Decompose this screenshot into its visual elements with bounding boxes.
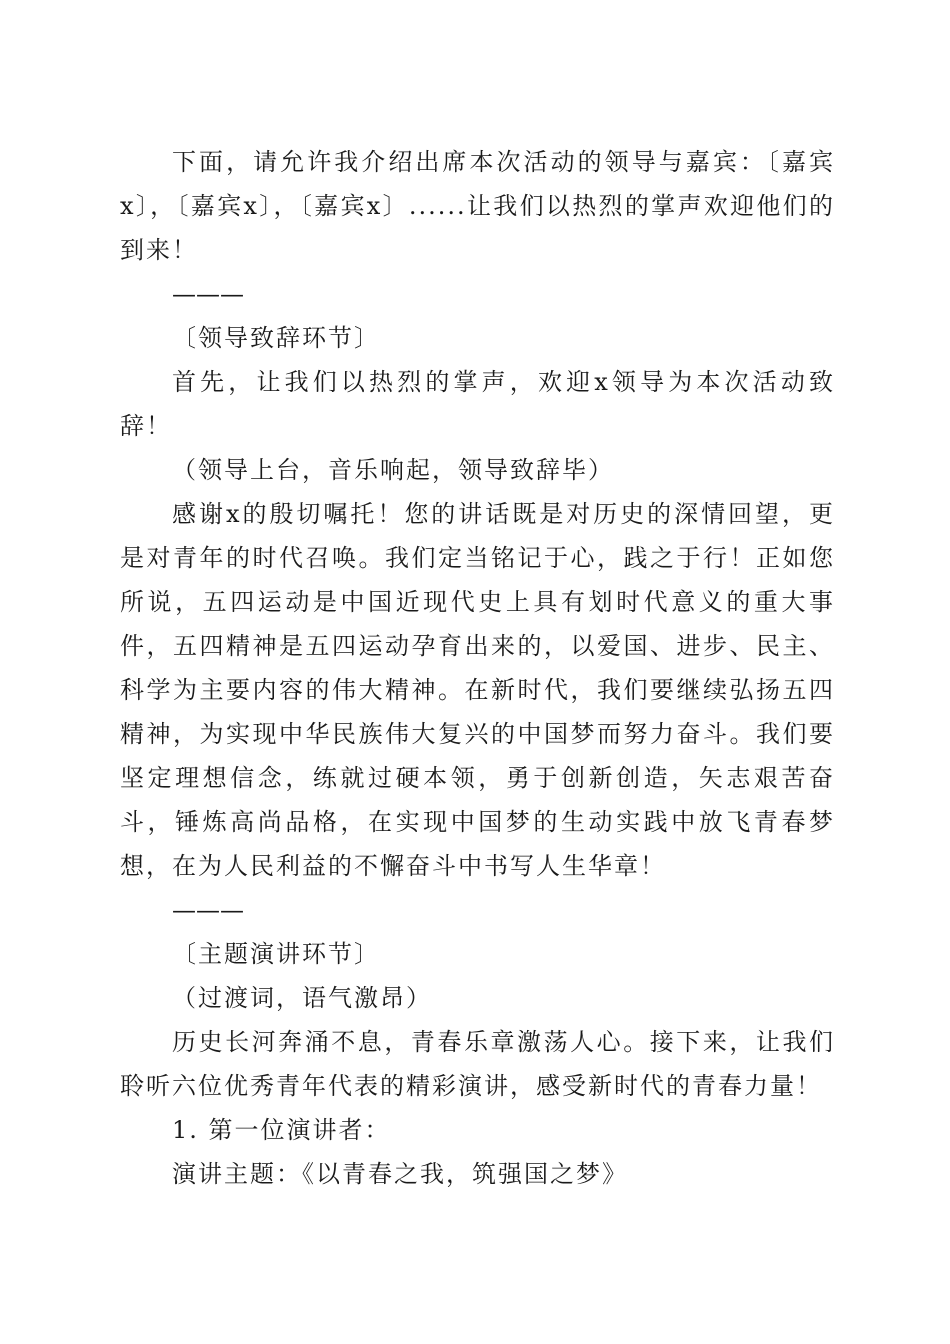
section-separator: ——— (172, 896, 244, 924)
stage-direction-leader: （领导上台，音乐响起，领导致辞毕） (172, 456, 614, 484)
paragraph-transition-words: 历史长河奔涌不息，青春乐章激荡人心。接下来，让我们聆听六位优秀青年代表的精彩演讲，感受新时代的青春力量！ (120, 1028, 835, 1100)
paragraph-guest-introduction: 下面，请允许我介绍出席本次活动的领导与嘉宾：〔嘉宾x〕，〔嘉宾x〕，〔嘉宾x〕......让我们以热烈的掌声欢迎他们的到来！ (120, 148, 835, 264)
paragraph-thanks-response: 感谢x的殷切嘱托！您的讲话既是对历史的深情回望，更是对青年的时代召唤。我们定当铭记于心，践之于行！正如您所说，五四运动是中国近现代史上具有划时代意义的重大事件，五四精神是五四运动孕育出来的，以爱国、进步、民主、科学为主要内容的伟大精神。在新时代，我们要继续弘扬五四精神，为实现中华民族伟大复兴的中国梦而努力奋斗。我们要坚定理想信念，练就过硬本领，勇于创新创造，矢志艰苦奋斗，锤炼高尚品格，在实现中国梦的生动实践中放飞青春梦想，在为人民利益的不懈奋斗中书写人生华章！ (120, 500, 835, 880)
stage-direction-transition: （过渡词，语气激昂） (172, 984, 432, 1012)
paragraph-leader-invitation: 首先，让我们以热烈的掌声，欢迎x领导为本次活动致辞！ (120, 368, 835, 440)
section-heading-keynote-speeches: 〔主题演讲环节〕 (172, 940, 380, 968)
section-heading-leader-speech: 〔领导致辞环节〕 (172, 324, 380, 352)
speech-topic: 演讲主题：《以青春之我，筑强国之梦》 (172, 1160, 628, 1188)
list-item-first-speaker: 1. 第一位演讲者： (172, 1116, 391, 1144)
section-separator: ——— (172, 280, 244, 308)
document-body (120, 140, 835, 1196)
